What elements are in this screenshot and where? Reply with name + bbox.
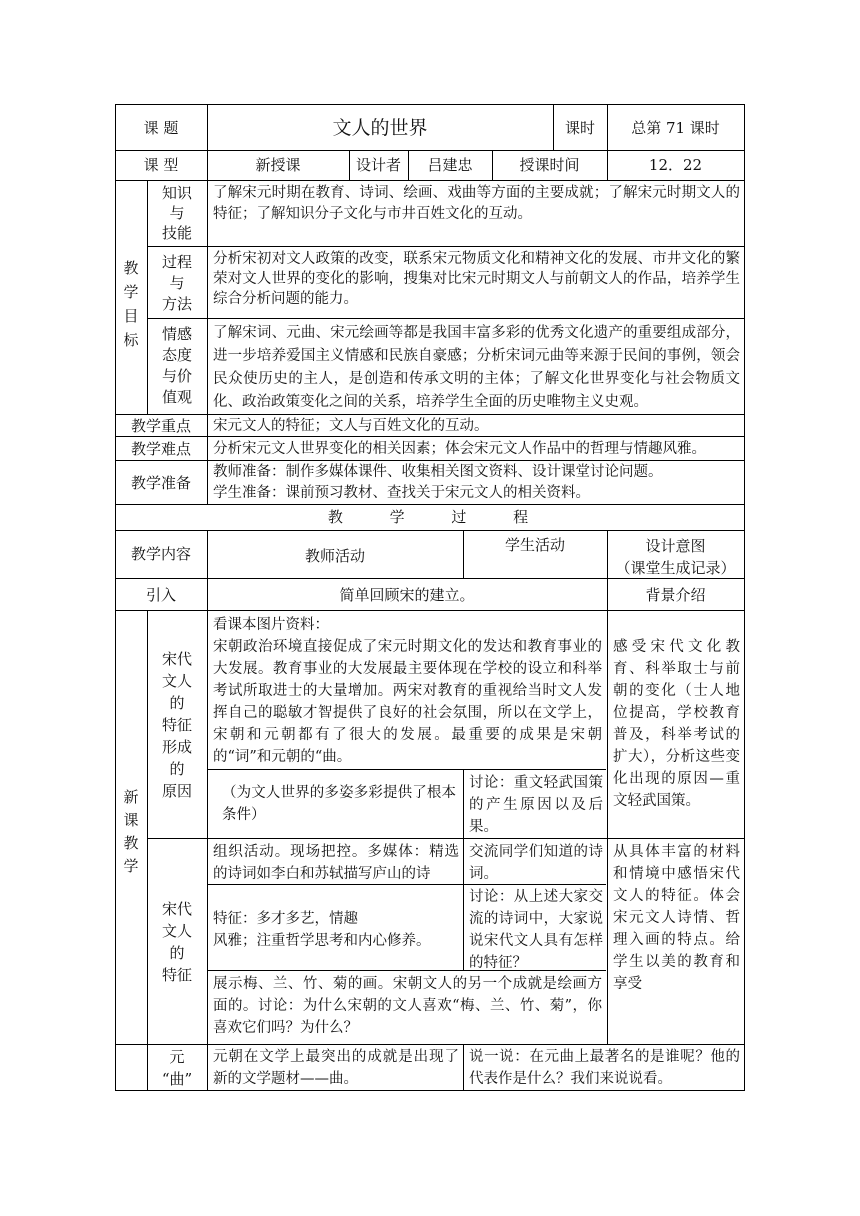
sec3-teacher-text: 元朝在文学上最突出的成就是出现了新的文学题材——曲。 (213, 1049, 459, 1087)
sec2-teacher-paintings: 展示梅、兰、竹、菊的画。宋朝文人的另一个成就是绘画方面的。讨论：为什么宋朝的文人喜欢“梅、兰、竹、菊”，你喜欢它们吗？为什么？ (213, 976, 602, 1036)
period-value: 总第 71 课时 (631, 119, 720, 137)
key-points-text: 宋元文人的特征；文人与百姓文化的互动。 (213, 418, 489, 434)
objective-text-knowledge: 了解宋元时期在教育、诗词、绘画、戏曲等方面的主要成就；了解宋元时期文人的特征；了解知识分子文化与市井百姓文化的互动。 (213, 185, 740, 222)
key-points-label: 教学重点 (130, 417, 191, 435)
designer-value: 吕建忠 (427, 156, 473, 174)
col-header-content: 教学内容 (130, 545, 191, 563)
designer-label: 设计者 (355, 156, 401, 174)
sec3-student-text: 说一说：在元曲上最著名的是谁呢？他的代表作是什么？我们来说说看。 (469, 1049, 740, 1087)
objective-label-emotion: 情感 态度 与价 值观 (161, 325, 192, 406)
process-title: 教 学 过 程 (327, 508, 533, 526)
objectives-label: 教 学 目 标 (123, 259, 139, 349)
col-header-design: 设计意图 （课堂生成记录） (615, 537, 736, 577)
topic-label: 课 题 (143, 119, 179, 137)
type-value: 新授课 (255, 156, 301, 174)
sec2-teacher-activity: 组织活动。现场把控。多媒体：精选的诗词如李白和苏轼描写庐山的诗 (213, 844, 459, 882)
new-lesson-label: 新 课 教 学 (123, 788, 139, 875)
sec1-teacher-text: 看课本图片资料： 宋朝政治环境直接促成了宋元时期文化的发达和教育事业的大发展。教育事业的大发展最主要体现在学校的设立和科举考试所取进士的大量增加。两宋对教育的重视给当时文人发挥自己的聪敏才智提供了良好的社会氛围，所以在文学上，宋朝和元朝都有了很大的发展。最重要的成果是宋朝的“词”和元朝的“曲。 (213, 617, 602, 765)
sec1-teacher-note: （为文人世界的多姿多彩提供了根本条件） (222, 785, 456, 823)
sec1-label: 宋代 文人 的 特征 形成 的 原因 (161, 650, 192, 800)
date-label: 授课时间 (519, 156, 580, 174)
type-label: 课 型 (143, 156, 179, 174)
difficulties-label: 教学难点 (130, 440, 191, 458)
date-value: 12．22 (648, 156, 703, 174)
sec1-design-text: 感受宋代文化教育、科举取士与前朝的变化（士人地位提高，学校教育普及，科举考试的扩大），分析这些变化出现的原因—重文轻武国策。 (613, 639, 740, 809)
sec2-label: 宋代 文人 的 特征 (161, 900, 192, 984)
col-header-student: 学生活动 (504, 536, 565, 554)
col-header-teacher: 教师活动 (304, 547, 365, 565)
lesson-title: 文人的世界 (332, 117, 428, 139)
sec2-student-discuss: 讨论：从上述大家交流的诗词中，大家说说宋代文人具有怎样的特征？ (469, 889, 603, 971)
preparation-label: 教学准备 (130, 474, 191, 492)
objective-text-process: 分析宋初对文人政策的改变，联系宋元物质文化和精神文化的发展、市井文化的繁荣对文人世界的变化的影响，搜集对比宋元时期文人与前朝文人的作品，培养学生综合分析问题的能力。 (213, 251, 740, 307)
objective-label-knowledge: 知识 与 技能 (161, 184, 192, 242)
objective-text-emotion: 了解宋词、元曲、宋元绘画等都是我国丰富多彩的优秀文化遗产的重要组成部分，进一步培养爱国主义情感和民族自豪感；分析宋词元曲等来源于民间的事例，领会民众使历史的主人，是创造和传承文明的主体；了解文化世界变化与社会物质文化、政治政策变化之间的关系，培养学生全面的历史唯物主义史观。 (213, 325, 740, 410)
sec2-design-text: 从具体丰富的材料和情境中感悟宋代文人的特征。体会宋元文人诗情、哲理入画的特点。给学生以美的教育和享受 (613, 844, 740, 992)
sec2-teacher-features: 特征：多才多艺，情趣 风雅；注重哲学思考和内心修养。 (213, 911, 431, 949)
objective-label-process: 过程 与 方法 (161, 253, 192, 313)
intro-label: 引入 (145, 586, 176, 604)
sec1-student-text: 讨论：重文轻武国策的产生原因以及后果。 (469, 775, 603, 835)
period-label: 课时 (564, 119, 595, 137)
preparation-text: 教师准备：制作多媒体课件、收集相关图文资料、设计课堂讨论问题。 学生准备：课前预习教材、查找关于宋元文人的相关资料。 (213, 464, 663, 501)
sec2-student-share: 交流同学们知道的诗词。 (469, 844, 603, 882)
sec3-label: 元 “曲” (161, 1048, 193, 1088)
difficulties-text: 分析宋元文人世界变化的相关因素；体会宋元文人作品中的哲理与情趣风雅。 (213, 441, 706, 457)
intro-teacher: 简单回顾宋的建立。 (339, 586, 475, 604)
intro-design: 背景介绍 (645, 586, 706, 604)
